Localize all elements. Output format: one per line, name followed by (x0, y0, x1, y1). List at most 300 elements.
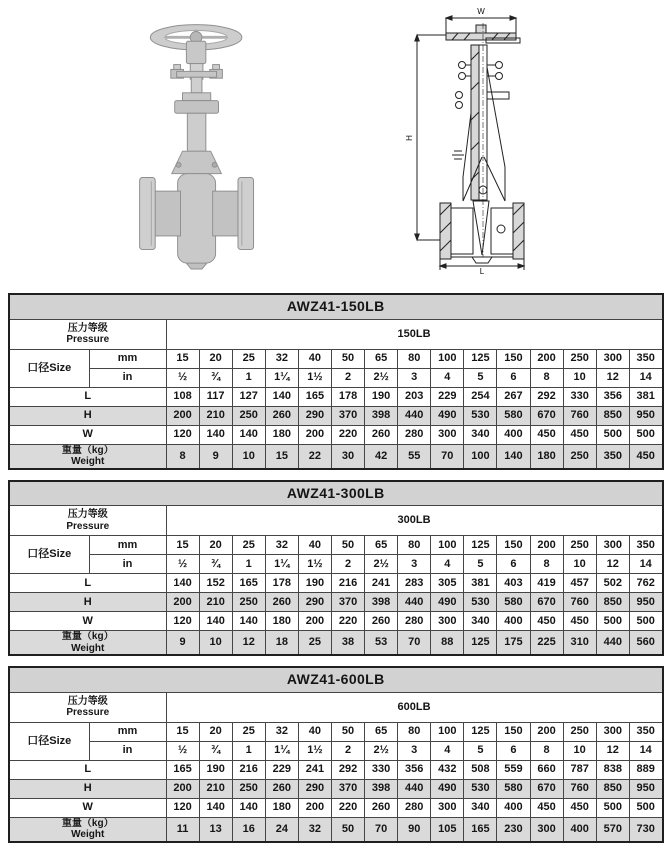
value-cell: 440 (596, 631, 629, 656)
pressure-label (9, 319, 166, 349)
size-in-cell: 12 (596, 555, 629, 574)
value-cell: 260 (265, 593, 298, 612)
value-cell: 300 (431, 798, 464, 817)
left-flange (140, 178, 156, 250)
size-mm-cell: 200 (530, 349, 563, 368)
value-cell: 140 (232, 798, 265, 817)
size-in-cell: 1 (232, 368, 265, 387)
value-cell: 125 (464, 631, 497, 656)
weight-label-en: Weight (71, 456, 105, 467)
gate-valve-drawing (402, 4, 562, 276)
value-cell: 100 (464, 444, 497, 469)
value-cell: 180 (265, 425, 298, 444)
size-in-cell: 14 (629, 368, 662, 387)
value-cell: 530 (464, 406, 497, 425)
value-cell: 70 (398, 631, 431, 656)
value-cell: 203 (398, 387, 431, 406)
value-cell: 440 (398, 593, 431, 612)
value-cell: 760 (563, 593, 596, 612)
gate-valve-photo (130, 12, 270, 270)
value-cell: 260 (365, 425, 398, 444)
size-mm-cell: 32 (265, 536, 298, 555)
dim-row-label: L (9, 387, 166, 406)
size-label: 口径Size (9, 536, 89, 574)
body-section (440, 201, 524, 263)
value-cell: 140 (199, 425, 232, 444)
value-cell: 950 (629, 406, 662, 425)
size-in-cell: ¾ (199, 555, 232, 574)
size-mm-cell: 50 (331, 722, 364, 741)
pressure-value: 150LB (166, 319, 663, 349)
dim-label-l: L (479, 267, 485, 276)
pressure-label-en: Pressure (66, 334, 110, 345)
value-cell: 500 (596, 425, 629, 444)
value-cell: 88 (431, 631, 464, 656)
size-in-cell: 4 (431, 555, 464, 574)
value-cell: 140 (497, 444, 530, 469)
size-mm-cell: 20 (199, 349, 232, 368)
value-cell: 175 (497, 631, 530, 656)
value-cell: 12 (232, 631, 265, 656)
size-in-cell: 1¼ (265, 555, 298, 574)
bonnet-neck (187, 113, 205, 151)
size-in-cell: 5 (464, 741, 497, 760)
value-cell: 889 (629, 760, 662, 779)
value-cell: 241 (298, 760, 331, 779)
dim-row-label: L (9, 760, 166, 779)
size-label: 口径Size (9, 349, 89, 387)
value-cell: 419 (530, 574, 563, 593)
value-cell: 500 (596, 798, 629, 817)
value-cell: 200 (298, 798, 331, 817)
dim-label-w: W (477, 7, 485, 16)
value-cell: 90 (398, 817, 431, 842)
value-cell: 38 (331, 631, 364, 656)
table-title: AWZ41-600LB (9, 667, 663, 692)
value-cell: 260 (265, 779, 298, 798)
spec-table (8, 293, 664, 470)
value-cell: 290 (298, 593, 331, 612)
figures-section (0, 0, 670, 290)
value-cell: 24 (265, 817, 298, 842)
stem-hub (186, 41, 205, 63)
value-cell: 850 (596, 406, 629, 425)
size-mm-cell: 50 (331, 349, 364, 368)
size-mm-cell: 50 (331, 536, 364, 555)
size-mm-cell: 300 (596, 349, 629, 368)
size-in-cell: 10 (563, 368, 596, 387)
dim-row-label: W (9, 798, 166, 817)
value-cell: 403 (497, 574, 530, 593)
value-cell: 838 (596, 760, 629, 779)
value-cell: 220 (331, 425, 364, 444)
size-in-cell: 2½ (365, 368, 398, 387)
value-cell: 450 (563, 425, 596, 444)
value-cell: 200 (298, 612, 331, 631)
value-cell: 9 (166, 631, 199, 656)
gland-bolts (456, 62, 510, 109)
size-in-cell: 1½ (298, 555, 331, 574)
unit-mm: mm (89, 349, 166, 368)
size-in-cell: ¾ (199, 741, 232, 760)
value-cell: 280 (398, 612, 431, 631)
size-in-cell: 3 (398, 555, 431, 574)
value-cell: 165 (298, 387, 331, 406)
size-in-cell: 2½ (365, 555, 398, 574)
value-cell: 216 (232, 760, 265, 779)
size-in-cell: 12 (596, 368, 629, 387)
size-mm-cell: 32 (265, 349, 298, 368)
size-mm-cell: 40 (298, 536, 331, 555)
value-cell: 530 (464, 593, 497, 612)
value-cell: 330 (365, 760, 398, 779)
value-cell: 241 (365, 574, 398, 593)
pressure-label (9, 506, 166, 536)
value-cell: 260 (265, 406, 298, 425)
size-in-cell: 8 (530, 741, 563, 760)
value-cell: 280 (398, 798, 431, 817)
value-cell: 381 (629, 387, 662, 406)
weight-label-cn: 重量（kg） (61, 444, 114, 456)
value-cell: 760 (563, 779, 596, 798)
value-cell: 292 (530, 387, 563, 406)
value-cell: 216 (331, 574, 364, 593)
value-cell: 8 (166, 444, 199, 469)
value-cell: 16 (232, 817, 265, 842)
tables-container (8, 293, 662, 853)
size-in-cell: 2 (331, 368, 364, 387)
value-cell: 108 (166, 387, 199, 406)
size-mm-cell: 350 (629, 349, 662, 368)
size-mm-cell: 25 (232, 349, 265, 368)
value-cell: 229 (265, 760, 298, 779)
size-mm-cell: 25 (232, 536, 265, 555)
size-mm-cell: 150 (497, 536, 530, 555)
value-cell: 18 (265, 631, 298, 656)
value-cell: 250 (232, 593, 265, 612)
value-cell: 140 (265, 387, 298, 406)
size-in-cell: 14 (629, 555, 662, 574)
size-mm-cell: 125 (464, 536, 497, 555)
value-cell: 950 (629, 779, 662, 798)
pressure-value: 300LB (166, 506, 663, 536)
value-cell: 760 (563, 406, 596, 425)
size-in-cell: 2 (331, 741, 364, 760)
value-cell: 670 (530, 779, 563, 798)
size-mm-cell: 125 (464, 349, 497, 368)
value-cell: 22 (298, 444, 331, 469)
value-cell: 300 (431, 425, 464, 444)
value-cell: 580 (497, 593, 530, 612)
value-cell: 305 (431, 574, 464, 593)
unit-in: in (89, 368, 166, 387)
value-cell: 432 (431, 760, 464, 779)
value-cell: 140 (166, 574, 199, 593)
value-cell: 440 (398, 779, 431, 798)
value-cell: 310 (563, 631, 596, 656)
value-cell: 140 (232, 425, 265, 444)
value-cell: 15 (265, 444, 298, 469)
value-cell: 70 (365, 817, 398, 842)
value-cell: 117 (199, 387, 232, 406)
dim-row-label: H (9, 406, 166, 425)
value-cell: 11 (166, 817, 199, 842)
value-cell: 500 (629, 612, 662, 631)
value-cell: 398 (365, 779, 398, 798)
value-cell: 42 (365, 444, 398, 469)
value-cell: 290 (298, 406, 331, 425)
size-in-cell: 3 (398, 368, 431, 387)
size-mm-cell: 250 (563, 722, 596, 741)
value-cell: 450 (563, 798, 596, 817)
size-label: 口径Size (9, 722, 89, 760)
value-cell: 450 (629, 444, 662, 469)
size-mm-cell: 350 (629, 536, 662, 555)
value-cell: 53 (365, 631, 398, 656)
unit-in: in (89, 741, 166, 760)
size-in-cell: 1¼ (265, 368, 298, 387)
value-cell: 370 (331, 406, 364, 425)
value-cell: 381 (464, 574, 497, 593)
value-cell: 165 (464, 817, 497, 842)
value-cell: 200 (166, 593, 199, 612)
size-mm-cell: 200 (530, 722, 563, 741)
value-cell: 370 (331, 779, 364, 798)
value-cell: 165 (232, 574, 265, 593)
value-cell: 450 (530, 425, 563, 444)
value-cell: 225 (530, 631, 563, 656)
weight-label-cn: 重量（kg） (61, 817, 114, 829)
value-cell: 140 (199, 612, 232, 631)
size-in-cell: 12 (596, 741, 629, 760)
value-cell: 500 (596, 612, 629, 631)
size-in-cell: 2½ (365, 741, 398, 760)
pressure-label-en: Pressure (66, 707, 110, 718)
size-in-cell: 3 (398, 741, 431, 760)
unit-in: in (89, 555, 166, 574)
value-cell: 398 (365, 593, 398, 612)
value-cell: 260 (365, 798, 398, 817)
value-cell: 450 (530, 798, 563, 817)
value-cell: 120 (166, 425, 199, 444)
pressure-label-en: Pressure (66, 520, 110, 532)
dim-label-h: H (405, 135, 414, 141)
value-cell: 660 (530, 760, 563, 779)
dim-row-label: H (9, 593, 166, 612)
value-cell: 950 (629, 593, 662, 612)
value-cell: 400 (497, 612, 530, 631)
value-cell: 502 (596, 574, 629, 593)
value-cell: 50 (331, 817, 364, 842)
value-cell: 250 (232, 406, 265, 425)
value-cell: 670 (530, 593, 563, 612)
size-mm-cell: 20 (199, 722, 232, 741)
value-cell: 70 (431, 444, 464, 469)
size-in-cell: 6 (497, 741, 530, 760)
size-in-cell: 8 (530, 368, 563, 387)
size-in-cell: 10 (563, 741, 596, 760)
dim-row-label: W (9, 612, 166, 631)
value-cell: 120 (166, 798, 199, 817)
value-cell: 490 (431, 406, 464, 425)
dim-row-label: W (9, 425, 166, 444)
size-in-cell: ½ (166, 555, 199, 574)
pressure-label-cn: 压力等级 (67, 509, 108, 520)
size-in-cell: 1¼ (265, 741, 298, 760)
value-cell: 850 (596, 779, 629, 798)
value-cell: 230 (497, 817, 530, 842)
value-cell: 180 (265, 798, 298, 817)
spec-table (8, 480, 664, 657)
value-cell: 400 (563, 817, 596, 842)
gate-valve-drawing-figure (402, 4, 562, 276)
value-cell: 220 (331, 612, 364, 631)
value-cell: 762 (629, 574, 662, 593)
value-cell: 500 (629, 798, 662, 817)
size-in-cell: 1½ (298, 741, 331, 760)
value-cell: 850 (596, 593, 629, 612)
value-cell: 190 (199, 760, 232, 779)
value-cell: 730 (629, 817, 662, 842)
size-mm-cell: 80 (398, 536, 431, 555)
value-cell: 398 (365, 406, 398, 425)
value-cell: 10 (199, 631, 232, 656)
value-cell: 787 (563, 760, 596, 779)
value-cell: 32 (298, 817, 331, 842)
value-cell: 267 (497, 387, 530, 406)
value-cell: 190 (298, 574, 331, 593)
size-mm-cell: 15 (166, 722, 199, 741)
size-in-cell: ¾ (199, 368, 232, 387)
value-cell: 330 (563, 387, 596, 406)
dim-row-label: L (9, 574, 166, 593)
value-cell: 13 (199, 817, 232, 842)
value-cell: 570 (596, 817, 629, 842)
size-mm-cell: 15 (166, 536, 199, 555)
weight-label-en: Weight (71, 642, 105, 654)
size-in-cell: 5 (464, 555, 497, 574)
value-cell: 210 (199, 779, 232, 798)
weight-label (9, 631, 166, 656)
size-mm-cell: 200 (530, 536, 563, 555)
value-cell: 200 (298, 425, 331, 444)
value-cell: 457 (563, 574, 596, 593)
size-mm-cell: 125 (464, 722, 497, 741)
value-cell: 530 (464, 779, 497, 798)
value-cell: 350 (596, 444, 629, 469)
value-cell: 450 (530, 612, 563, 631)
bonnet-flange (175, 101, 219, 114)
size-mm-cell: 80 (398, 349, 431, 368)
size-mm-cell: 40 (298, 722, 331, 741)
size-mm-cell: 150 (497, 349, 530, 368)
size-mm-cell: 65 (365, 722, 398, 741)
size-mm-cell: 150 (497, 722, 530, 741)
size-mm-cell: 300 (596, 536, 629, 555)
size-in-cell: ½ (166, 741, 199, 760)
value-cell: 260 (365, 612, 398, 631)
value-cell: 356 (398, 760, 431, 779)
size-in-cell: 1½ (298, 368, 331, 387)
value-cell: 580 (497, 779, 530, 798)
size-in-cell: 4 (431, 368, 464, 387)
value-cell: 292 (331, 760, 364, 779)
size-in-cell: 6 (497, 555, 530, 574)
unit-mm: mm (89, 536, 166, 555)
value-cell: 229 (431, 387, 464, 406)
value-cell: 152 (199, 574, 232, 593)
value-cell: 280 (398, 425, 431, 444)
value-cell: 508 (464, 760, 497, 779)
size-in-cell: 5 (464, 368, 497, 387)
value-cell: 500 (629, 425, 662, 444)
value-cell: 178 (331, 387, 364, 406)
size-in-cell: 1 (232, 555, 265, 574)
size-in-cell: 10 (563, 555, 596, 574)
valve-body (178, 174, 216, 264)
value-cell: 400 (497, 425, 530, 444)
size-mm-cell: 100 (431, 722, 464, 741)
size-mm-cell: 15 (166, 349, 199, 368)
size-in-cell: 8 (530, 555, 563, 574)
value-cell: 560 (629, 631, 662, 656)
value-cell: 283 (398, 574, 431, 593)
value-cell: 200 (166, 406, 199, 425)
value-cell: 190 (365, 387, 398, 406)
size-mm-cell: 20 (199, 536, 232, 555)
value-cell: 105 (431, 817, 464, 842)
size-mm-cell: 300 (596, 722, 629, 741)
weight-label-en: Weight (71, 829, 105, 840)
pressure-label-cn: 压力等级 (67, 695, 108, 707)
size-in-cell: 14 (629, 741, 662, 760)
value-cell: 140 (232, 612, 265, 631)
value-cell: 670 (530, 406, 563, 425)
value-cell: 300 (431, 612, 464, 631)
value-cell: 178 (265, 574, 298, 593)
right-flange (238, 178, 254, 250)
value-cell: 580 (497, 406, 530, 425)
value-cell: 210 (199, 406, 232, 425)
value-cell: 220 (331, 798, 364, 817)
pressure-label-cn: 压力等级 (67, 322, 108, 334)
value-cell: 370 (331, 593, 364, 612)
table-title: AWZ41-300LB (9, 481, 663, 506)
size-in-cell: ½ (166, 368, 199, 387)
size-in-cell: 6 (497, 368, 530, 387)
value-cell: 490 (431, 779, 464, 798)
value-cell: 180 (530, 444, 563, 469)
value-cell: 30 (331, 444, 364, 469)
value-cell: 400 (497, 798, 530, 817)
value-cell: 290 (298, 779, 331, 798)
value-cell: 340 (464, 612, 497, 631)
size-mm-cell: 100 (431, 349, 464, 368)
size-mm-cell: 32 (265, 722, 298, 741)
table-title: AWZ41-150LB (9, 294, 663, 319)
gate-valve-photo-figure (130, 12, 270, 270)
dim-row-label: H (9, 779, 166, 798)
size-mm-cell: 40 (298, 349, 331, 368)
value-cell: 180 (265, 612, 298, 631)
weight-label (9, 444, 166, 469)
value-cell: 254 (464, 387, 497, 406)
unit-mm: mm (89, 722, 166, 741)
value-cell: 210 (199, 593, 232, 612)
pressure-value: 600LB (166, 692, 663, 722)
value-cell: 55 (398, 444, 431, 469)
value-cell: 165 (166, 760, 199, 779)
